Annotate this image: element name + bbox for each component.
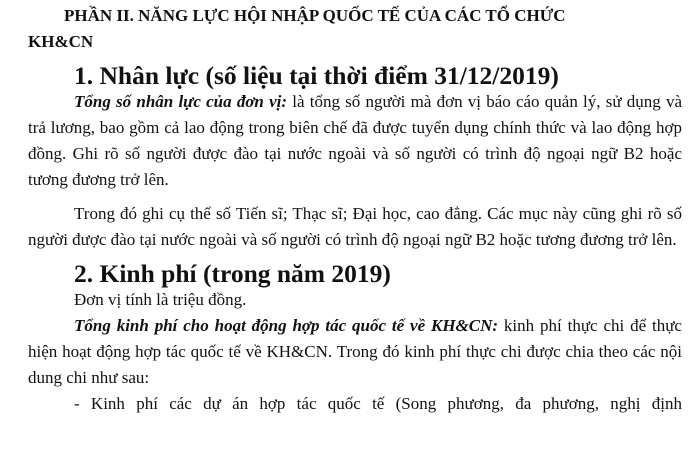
term-total-budget: Tổng kinh phí cho hoạt động hợp tác quốc tế về KH&CN: <box>74 316 499 335</box>
section-heading-line1: PHẦN II. NĂNG LỰC HỘI NHẬP QUỐC TẾ CỦA CÁC TỔ CHỨC <box>64 6 566 25</box>
term-total-staff: Tổng số nhân lực của đơn vị: <box>74 92 288 111</box>
paragraph-total-budget <box>28 313 682 391</box>
paragraph-total-staff <box>28 89 682 193</box>
section-heading-line2: KH&CN <box>28 32 94 51</box>
subsection-2-title: 2. Kinh phí (trong năm 2019) <box>74 259 391 288</box>
section-heading <box>28 0 682 55</box>
text-total-staff: là tổng số người mà đơn vị báo cáo quản lý, sử dụng và trả lương, bao gồm cả lao động trong biên chế đã được tuyển dụng chính thức và lao động hợp đồng. Ghi rõ số người được đào tại nước ngoài và số người có trình độ ngoại ngữ B2 hoặc tương đương trở lên. <box>28 92 682 189</box>
paragraph-degrees: Trong đó ghi cụ thể số Tiến sĩ; Thạc sĩ; Đại học, cao đẳng. Các mục này cũng ghi rõ số người được đào tại nước ngoài và số người có trình độ ngoại ngữ B2 hoặc tương đương trở lên. <box>28 204 682 249</box>
text-total-budget: kinh phí thực chi để thực hiện hoạt động hợp tác quốc tế về KH&CN. Trong đó kinh phí thực chi được chia theo các nội dung chi như sau: <box>28 316 682 387</box>
unit-note: Đơn vị tính là triệu đồng. <box>74 290 247 309</box>
bullet-item: - Kinh phí các dự án hợp tác quốc tế (Song phương, đa phương, nghị định <box>74 394 682 413</box>
subsection-1-title: 1. Nhân lực (số liệu tại thời điểm 31/12/2019) <box>74 61 559 90</box>
